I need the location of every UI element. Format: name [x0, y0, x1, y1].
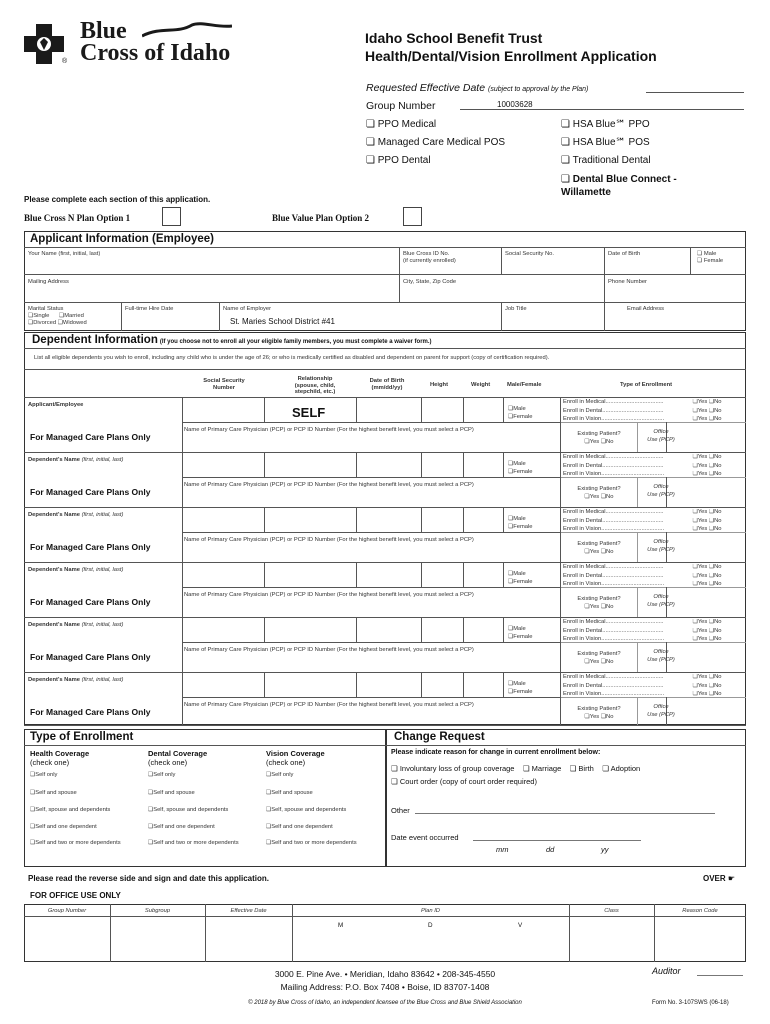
managed-care-label: For Managed Care Plans Only [30, 597, 151, 607]
type-enrollment-heading: Type of Enrollment [30, 731, 134, 743]
group-number-field[interactable] [460, 109, 744, 110]
hire-date-label: Full-time Hire Date [125, 306, 174, 312]
coverage-option[interactable]: ❏ Self only [266, 771, 378, 779]
checkbox-icon [561, 137, 570, 148]
checkbox-icon [602, 764, 609, 773]
enroll-option[interactable]: Enroll in Vision....................................... ❏ Yes ❏ No [563, 471, 743, 477]
name-label: Your Name (first, initial, last) [28, 251, 101, 257]
col-height: Height [430, 382, 449, 388]
city-label: City, State, Zip Code [403, 279, 457, 285]
self-value: SELF [292, 405, 326, 420]
enroll-option[interactable]: Enroll in Medical.................................... ❏ Yes ❏ No [563, 454, 743, 460]
change-request-heading: Change Request [394, 731, 485, 743]
address-line-2: Mailing Address: P.O. Box 7408 • Boise, ID 83707-1408 [280, 982, 490, 992]
form-title-1: Idaho School Benefit Trust [365, 30, 543, 46]
job-title-label: Job Title [505, 306, 527, 312]
plan-checkbox-traditional-dental[interactable]: ❏ Traditional Dental [561, 155, 651, 166]
other-label: Other [391, 806, 410, 815]
date-event-label: Date event occurred [391, 833, 459, 842]
existing-patient[interactable]: Existing Patient? ❏ Yes ❏ No [564, 705, 634, 721]
coverage-option[interactable]: ❏ Self only [30, 771, 142, 779]
plan-sub-d: D [428, 922, 433, 929]
health-coverage-label: Health Coverage (check one) [30, 749, 90, 767]
change-instruction: Please indicate reason for change in current enrollment below: [391, 749, 601, 756]
enroll-option[interactable]: Enroll in Medical.................................... ❏ Yes ❏ No [563, 564, 743, 570]
court-order-checkbox[interactable]: ❏ Court order (copy of court order required) [391, 777, 537, 786]
plan-sub-m: M [338, 922, 344, 929]
enroll-option[interactable]: Enroll in Vision....................................... ❏ Yes ❏ No [563, 581, 743, 587]
existing-patient[interactable]: Existing Patient? ❏ Yes ❏ No [564, 650, 634, 666]
checkbox-icon [508, 579, 513, 585]
checkbox-icon [508, 524, 513, 530]
plan-option-1-label: Blue Cross N Plan Option 1 [24, 213, 131, 223]
enroll-option[interactable]: Enroll in Dental...................................... ❏ Yes ❏ No [563, 408, 743, 414]
marital-status[interactable]: Marital Status ❏ Single ❏ Married ❏ Divorced ❏ Widowed [28, 306, 87, 327]
bcid-label: Blue Cross ID No. (if currently enrolled) [403, 251, 456, 264]
checkbox-icon [366, 155, 375, 166]
mountain-icon [142, 22, 232, 38]
managed-care-label: For Managed Care Plans Only [30, 542, 151, 552]
vision-coverage-label: Vision Coverage (check one) [266, 749, 325, 767]
office-use-pcp: Office Use (PCP) [647, 539, 675, 553]
copyright: © 2018 by Blue Cross of Idaho, an independent licensee of the Blue Cross and Blue Shield Association [248, 1000, 522, 1006]
enroll-option[interactable]: Enroll in Vision....................................... ❏ Yes ❏ No [563, 526, 743, 532]
dependent-heading: Dependent Information (If you choose not to enroll all your eligible family members, you must complete a waiver form.) [32, 334, 432, 346]
existing-patient[interactable]: Existing Patient? ❏ Yes ❏ No [564, 430, 634, 446]
coverage-option[interactable]: ❏ Self, spouse and dependents [148, 806, 260, 814]
dob-label: Date of Birth [608, 251, 641, 257]
group-number-value: 10003628 [497, 100, 533, 109]
sex-checkbox[interactable]: ❏ Male ❏ Female [508, 570, 533, 586]
checkbox-icon [508, 634, 513, 640]
col-ssn: Social Security Number [203, 378, 245, 391]
enroll-option[interactable]: Enroll in Medical.................................... ❏ Yes ❏ No [563, 399, 743, 405]
employer-value: St. Maries School District #41 [230, 317, 335, 326]
plan-sub-v: V [518, 922, 523, 929]
office-use-pcp: Office Use (PCP) [647, 594, 675, 608]
coverage-option[interactable]: ❏ Self only [148, 771, 260, 779]
pcp-label: Name of Primary Care Physician (PCP) or PCP ID Number (For the highest benefit level, you must select a PCP) [184, 592, 474, 598]
enroll-option[interactable]: Enroll in Medical.................................... ❏ Yes ❏ No [563, 674, 743, 680]
pcp-label: Name of Primary Care Physician (PCP) or PCP ID Number (For the highest benefit level, you must select a PCP) [184, 537, 474, 543]
pcp-label: Name of Primary Care Physician (PCP) or PCP ID Number (For the highest benefit level, you must select a PCP) [184, 702, 474, 708]
dependent-name-label: Dependent's Name (first, initial, last) [28, 512, 124, 518]
logo-line1: Blue [80, 18, 127, 44]
change-reasons[interactable]: ❏ Involuntary loss of group coverage ❏ Marriage ❏ Birth ❏ Adoption [391, 764, 640, 773]
checkbox-icon [508, 681, 513, 687]
dependent-name-label: Dependent's Name (first, initial, last) [28, 567, 124, 573]
coverage-option[interactable]: ❏ Self and one dependent [30, 823, 142, 831]
office-use-pcp: Office Use (PCP) [647, 704, 675, 718]
existing-patient[interactable]: Existing Patient? ❏ Yes ❏ No [564, 485, 634, 501]
office-heading: FOR OFFICE USE ONLY [30, 891, 121, 900]
employer-label: Name of Employer [223, 306, 272, 312]
coverage-option[interactable]: ❏ Self, spouse and dependents [266, 806, 378, 814]
office-use-pcp: Office Use (PCP) [647, 484, 675, 498]
office-col-effective: Effective Date [230, 908, 267, 914]
coverage-option[interactable]: ❏ Self and one dependent [266, 823, 378, 831]
enroll-option[interactable]: Enroll in Medical.................................... ❏ Yes ❏ No [563, 619, 743, 625]
logo-line2: Cross of Idaho [80, 40, 231, 66]
managed-care-label: For Managed Care Plans Only [30, 707, 151, 717]
coverage-option[interactable]: ❏ Self and two or more dependents [148, 839, 260, 847]
managed-care-label: For Managed Care Plans Only [30, 487, 151, 497]
applicant-heading: Applicant Information (Employee) [30, 233, 215, 245]
enroll-option[interactable]: Enroll in Dental...................................... ❏ Yes ❏ No [563, 628, 743, 634]
cross-logo-icon [22, 22, 66, 66]
form-number: Form No. 3-107SWS (06-18) [652, 1000, 729, 1006]
existing-patient[interactable]: Existing Patient? ❏ Yes ❏ No [564, 595, 634, 611]
enroll-option[interactable]: Enroll in Vision....................................... ❏ Yes ❏ No [563, 636, 743, 642]
date-dd: dd [546, 845, 555, 854]
checkbox-icon [508, 571, 513, 577]
date-mm: mm [496, 845, 509, 854]
address-line-1: 3000 E. Pine Ave. • Meridian, Idaho 83642 • 208-345-4550 [274, 969, 496, 979]
address-label: Mailing Address [28, 279, 69, 285]
col-relationship: Relationship (spouse, child, stepchild, etc.) [294, 376, 336, 395]
col-type: Type of Enrollment [620, 382, 673, 388]
managed-care-label: For Managed Care Plans Only [30, 432, 151, 442]
checkbox-icon [508, 406, 513, 412]
footer-instruction: Please read the reverse side and sign and date this application. [28, 874, 269, 883]
plan-option-2-box[interactable] [403, 207, 422, 226]
office-col-subgroup: Subgroup [144, 908, 171, 914]
effective-date-field[interactable] [646, 92, 744, 93]
checkbox-icon [508, 414, 513, 420]
col-weight: Weight [471, 382, 491, 388]
form-title-2: Health/Dental/Vision Enrollment Application [365, 48, 657, 64]
enroll-option[interactable]: Enroll in Dental...................................... ❏ Yes ❏ No [563, 463, 743, 469]
dependent-name-label: Dependent's Name (first, initial, last) [28, 622, 124, 628]
over-label: OVER ☛ [703, 874, 736, 883]
plan-checkbox-hsa-ppo[interactable]: ❏ HSA Blue℠ PPO [561, 119, 650, 130]
office-col-group: Group Number [47, 908, 87, 914]
sex-checkbox[interactable]: ❏ Male ❏ Female [508, 460, 533, 476]
checkbox-icon [561, 119, 570, 130]
plan-checkbox-ppo-dental[interactable]: ❏ PPO Dental [366, 155, 431, 166]
coverage-option[interactable]: ❏ Self and spouse [266, 789, 378, 797]
dependent-instruction: List all eligible dependents you wish to enroll, including any child who is under the age of 26; or who is medically certified as disabled and dependent on parent for support (copy of certification required). [34, 355, 550, 361]
col-male-female: Male/Female [507, 382, 542, 388]
sex-checkbox[interactable]: ❏ Male ❏ Female [508, 515, 533, 531]
coverage-option[interactable]: ❏ Self and two or more dependents [30, 839, 142, 847]
checkbox-icon [508, 689, 513, 695]
sex-checkbox[interactable]: ❏ Male ❏ Female [508, 625, 533, 641]
coverage-option[interactable]: ❏ Self, spouse and dependents [30, 806, 142, 814]
pcp-label: Name of Primary Care Physician (PCP) or PCP ID Number (For the highest benefit level, you must select a PCP) [184, 647, 474, 653]
email-label: Email Address [627, 306, 665, 312]
plan-checkbox-managed-care[interactable]: ❏ Managed Care Medical POS [366, 137, 505, 148]
ssn-label: Social Security No. [505, 251, 554, 257]
checkbox-icon [697, 258, 702, 264]
checkbox-icon [391, 777, 398, 786]
enroll-option[interactable]: Enroll in Vision....................................... ❏ Yes ❏ No [563, 416, 743, 422]
checkbox-icon [366, 137, 375, 148]
col-dob: Date of Birth (mm/dd/yy) [369, 378, 405, 391]
date-event-field[interactable] [473, 840, 641, 841]
checkbox-icon [508, 626, 513, 632]
applicant-row-label: Applicant/Employee [28, 402, 84, 408]
logo [22, 18, 282, 70]
enroll-option[interactable]: Enroll in Dental...................................... ❏ Yes ❏ No [563, 683, 743, 689]
enroll-option[interactable]: Enroll in Medical.................................... ❏ Yes ❏ No [563, 509, 743, 515]
pcp-label: Name of Primary Care Physician (PCP) or PCP ID Number (For the highest benefit level, you must select a PCP) [184, 427, 474, 433]
office-use-pcp: Office Use (PCP) [647, 429, 675, 443]
checkbox-icon [561, 155, 570, 166]
checkbox-icon [697, 251, 702, 257]
dependent-name-label: Dependent's Name (first, initial, last) [28, 677, 124, 683]
sex-checkbox[interactable]: ❏ Male ❏ Female [508, 405, 533, 421]
dental-coverage-label: Dental Coverage (check one) [148, 749, 208, 767]
checkbox-icon [366, 119, 375, 130]
plan-checkbox-ppo-medical[interactable]: ❏ PPO Medical [366, 119, 436, 130]
checkbox-icon [508, 469, 513, 475]
enroll-option[interactable]: Enroll in Vision....................................... ❏ Yes ❏ No [563, 691, 743, 697]
dependent-name-label: Dependent's Name (first, initial, last) [28, 457, 124, 463]
office-use-pcp: Office Use (PCP) [647, 649, 675, 663]
registered-mark: ® [62, 58, 68, 65]
coverage-option[interactable]: ❏ Self and one dependent [148, 823, 260, 831]
effective-date-label: Requested Effective Date (subject to approval by the Plan) [366, 82, 589, 94]
plan-checkbox-dental-blue-connect[interactable]: ❏ Dental Blue Connect - Willamette [561, 173, 711, 199]
checkbox-icon [523, 764, 530, 773]
sex-checkbox[interactable]: ❏ Male ❏ Female [508, 680, 533, 696]
sex-checkboxes[interactable]: ❏ Male ❏ Female [697, 251, 723, 265]
checkbox-icon [508, 516, 513, 522]
auditor-label: Auditor [652, 966, 681, 976]
coverage-option[interactable]: ❏ Self and spouse [148, 789, 260, 797]
plan-option-1-box[interactable] [162, 207, 181, 226]
coverage-option[interactable]: ❏ Self and two or more dependents [266, 839, 378, 847]
plan-option-2-label: Blue Value Plan Option 2 [272, 213, 370, 223]
instruction-text: Please complete each section of this application. [24, 195, 211, 204]
pcp-label: Name of Primary Care Physician (PCP) or PCP ID Number (For the highest benefit level, you must select a PCP) [184, 482, 474, 488]
office-col-class: Class [604, 908, 619, 914]
auditor-field[interactable] [697, 975, 743, 976]
office-col-reason: Reason Code [682, 908, 718, 914]
existing-patient[interactable]: Existing Patient? ❏ Yes ❏ No [564, 540, 634, 556]
plan-checkbox-hsa-pos[interactable]: ❏ HSA Blue℠ POS [561, 137, 650, 148]
managed-care-label: For Managed Care Plans Only [30, 652, 151, 662]
checkbox-icon [508, 461, 513, 467]
office-col-plan-id: Plan ID [420, 908, 440, 914]
checkbox-icon [570, 764, 577, 773]
checkbox-icon [391, 764, 398, 773]
date-yy: yy [601, 845, 609, 854]
checkbox-icon [561, 174, 570, 185]
phone-label: Phone Number [608, 279, 647, 285]
group-number-label: Group Number [366, 100, 436, 112]
name-field[interactable] [28, 258, 396, 272]
coverage-option[interactable]: ❏ Self and spouse [30, 789, 142, 797]
enroll-option[interactable]: Enroll in Dental...................................... ❏ Yes ❏ No [563, 518, 743, 524]
other-field[interactable] [415, 813, 715, 814]
enroll-option[interactable]: Enroll in Dental...................................... ❏ Yes ❏ No [563, 573, 743, 579]
